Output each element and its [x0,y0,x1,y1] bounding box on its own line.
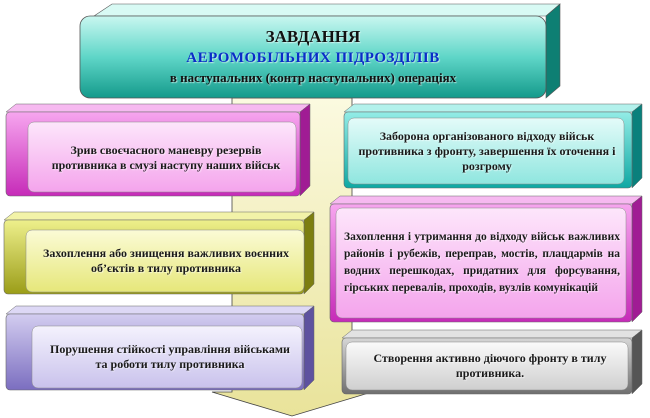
header-caption: в наступальних (контр наступальних) операціях [169,70,457,85]
header-box [80,4,560,102]
left-box-1 [6,104,314,198]
right-box-3-text: Створення активно діючого фронту в тилу противника. [373,351,607,380]
right-box-2-text: Захоплення і утримання до відходу військ важливих районів і рубежів, переправ, мостів, плацдармів на водних перешкодах, придатних для форсування, гірських перевалів, проходів, вузлів комунікацій [344,231,620,294]
header-text [80,16,546,98]
right-box-3 [342,330,646,396]
header-subtitle: АЕРОМОБІЛЬНИХ ПІДРОЗДІЛІВ [186,50,440,66]
left-box-3-text: Порушення стійкості управління військами та роботи тилу противника [50,342,290,371]
left-box-1-text: Зрив своєчасного маневру резервів противника в смузі наступу наших військ [51,143,281,172]
right-box-1-text: Заборона організованого відходу військ противника з фронту, завершення їх оточення і розгрому [358,128,616,173]
right-box-1 [344,104,646,190]
left-box-2 [4,212,320,296]
left-box-2-text: Захоплення або знищення важливих воєнних об’єктів в тилу противника [43,246,289,275]
left-box-3 [6,306,318,392]
header-title: ЗАВДАННЯ [265,27,361,46]
right-box-2 [330,196,646,324]
